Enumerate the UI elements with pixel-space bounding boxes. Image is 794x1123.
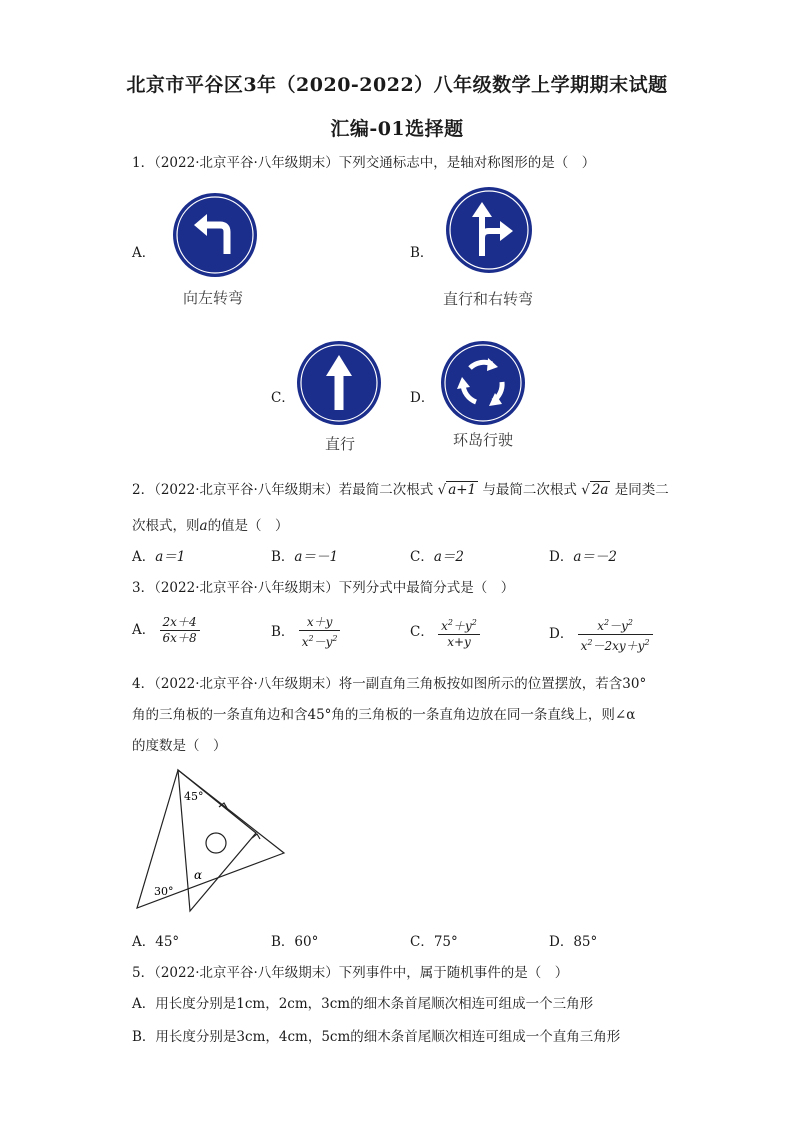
q3-a-numerator: 2x＋4 — [160, 615, 200, 631]
q3-option-c-label: C． — [410, 624, 434, 640]
q3-option-c-fraction — [438, 615, 480, 650]
q1-option-c-label: C． — [271, 390, 295, 406]
q3-option-d-fraction — [578, 615, 653, 654]
sqrt-a-plus-1-radicand: a+1 — [448, 482, 477, 498]
question-4-stem-line-2: 角的三角板的一条直角边和含45°角的三角板的一条直角边放在同一条直线上，则∠α — [132, 707, 636, 723]
ruler-hole — [206, 833, 226, 853]
q2-stem-part: 与最简二次根式 — [482, 482, 577, 498]
q1-option-d-label: D． — [410, 390, 435, 406]
q3-option-d — [549, 615, 653, 654]
question-3-stem: 3．（2022·北京平谷·八年级期末）下列分式中最简分式是（ ） — [132, 580, 515, 596]
q4-option-c: C．75° — [410, 934, 458, 950]
question-2-stem — [132, 478, 669, 498]
q2-stem-part: 是同类二 — [614, 482, 669, 498]
q2-option-d-value: a＝－2 — [573, 549, 617, 565]
q3-option-a-fraction — [160, 615, 200, 646]
sqrt-2a: √ 2a — [581, 482, 609, 498]
q2-stem-part: 次根式，则 — [132, 518, 200, 534]
question-5-stem: 5．（2022·北京平谷·八年级期末）下列事件中，属于随机事件的是（ ） — [132, 965, 569, 981]
q2-option-a-value: a＝1 — [155, 549, 186, 565]
q1-option-c-caption: 直行 — [325, 435, 356, 453]
q1-option-a-label: A． — [132, 245, 156, 261]
right-angle-mark-2 — [252, 834, 260, 839]
figure-label-45: 45° — [184, 790, 204, 803]
q5-option-a: A．用长度分别是1cm，2cm，3cm的细木条首尾顺次相连可组成一个三角形 — [132, 996, 594, 1012]
figure-label-alpha: α — [194, 868, 203, 882]
q2-option-a — [132, 545, 185, 565]
q3-option-a-label: A． — [132, 622, 156, 638]
q2-stem-part: 的值是（ ） — [207, 518, 289, 534]
q1-option-b-label: B． — [410, 245, 434, 261]
q2-option-d — [549, 545, 617, 565]
triangle-rulers-figure — [132, 765, 292, 915]
sqrt-a-plus-1: √ a+1 — [437, 482, 477, 498]
q3-option-a — [132, 615, 200, 646]
q1-option-d-caption: 环岛行驶 — [453, 431, 514, 449]
page-title-line-2: 汇编-01选择题 — [330, 118, 464, 140]
q4-option-a: A．45° — [132, 934, 180, 950]
straight-and-right-turn-sign-icon — [445, 186, 533, 274]
figure-label-30: 30° — [154, 885, 174, 898]
q3-option-b-label: B． — [271, 624, 295, 640]
q3-b-denominator: $x^2-y^2$ — [301, 634, 338, 649]
turn-left-sign-icon — [172, 192, 258, 278]
q2-variable: a — [199, 518, 208, 534]
q2-option-b-value: a＝－1 — [294, 549, 339, 565]
q2-stem-part: 2．（2022·北京平谷·八年级期末）若最简二次根式 — [132, 482, 434, 498]
q2-option-b — [271, 545, 338, 565]
q2-option-d-label: D． — [549, 549, 574, 565]
q3-d-denominator: $x^2-2xy+y^2$ — [580, 638, 650, 653]
question-2-stem-line-2 — [132, 514, 289, 534]
roundabout-sign-icon — [440, 340, 526, 426]
question-4-stem-line-1: 4．（2022·北京平谷·八年级期末）将一副直角三角板按如图所示的位置摆放，若含30° — [132, 676, 647, 692]
q3-option-d-label: D． — [549, 626, 574, 642]
q1-option-a-caption: 向左转弯 — [183, 289, 244, 307]
q3-b-numerator: x＋y — [299, 615, 341, 631]
q5-option-b: B．用长度分别是3cm，4cm，5cm的细木条首尾顺次相连可组成一个直角三角形 — [132, 1029, 621, 1045]
sqrt-2a-radicand: 2a — [591, 482, 609, 498]
q2-option-c-value: a＝2 — [433, 549, 464, 565]
q3-c-numerator: $x^2+y^2$ — [438, 615, 480, 635]
go-straight-sign-icon — [296, 340, 382, 426]
q1-option-b-caption: 直行和右转弯 — [443, 290, 534, 308]
q3-d-numerator: $x^2-y^2$ — [578, 615, 653, 635]
q2-option-c-label: C． — [410, 549, 434, 565]
q2-option-c — [410, 545, 464, 565]
q4-option-b: B．60° — [271, 934, 319, 950]
q4-option-d: D．85° — [549, 934, 598, 950]
q3-option-c — [410, 615, 480, 650]
question-4-stem-line-3: 的度数是（ ） — [132, 738, 227, 754]
q3-option-b-fraction — [299, 615, 341, 650]
q2-option-a-label: A． — [132, 549, 156, 565]
q3-a-denominator: 6x＋8 — [162, 631, 197, 645]
q3-option-b — [271, 615, 340, 650]
page-title-line-1: 北京市平谷区3年（2020-2022）八年级数学上学期期末试题 — [126, 74, 668, 96]
q2-option-b-label: B． — [271, 549, 295, 565]
question-1-stem: 1．（2022·北京平谷·八年级期末）下列交通标志中，是轴对称图形的是（ ） — [132, 155, 596, 171]
q3-c-denominator: x+y — [447, 635, 471, 649]
